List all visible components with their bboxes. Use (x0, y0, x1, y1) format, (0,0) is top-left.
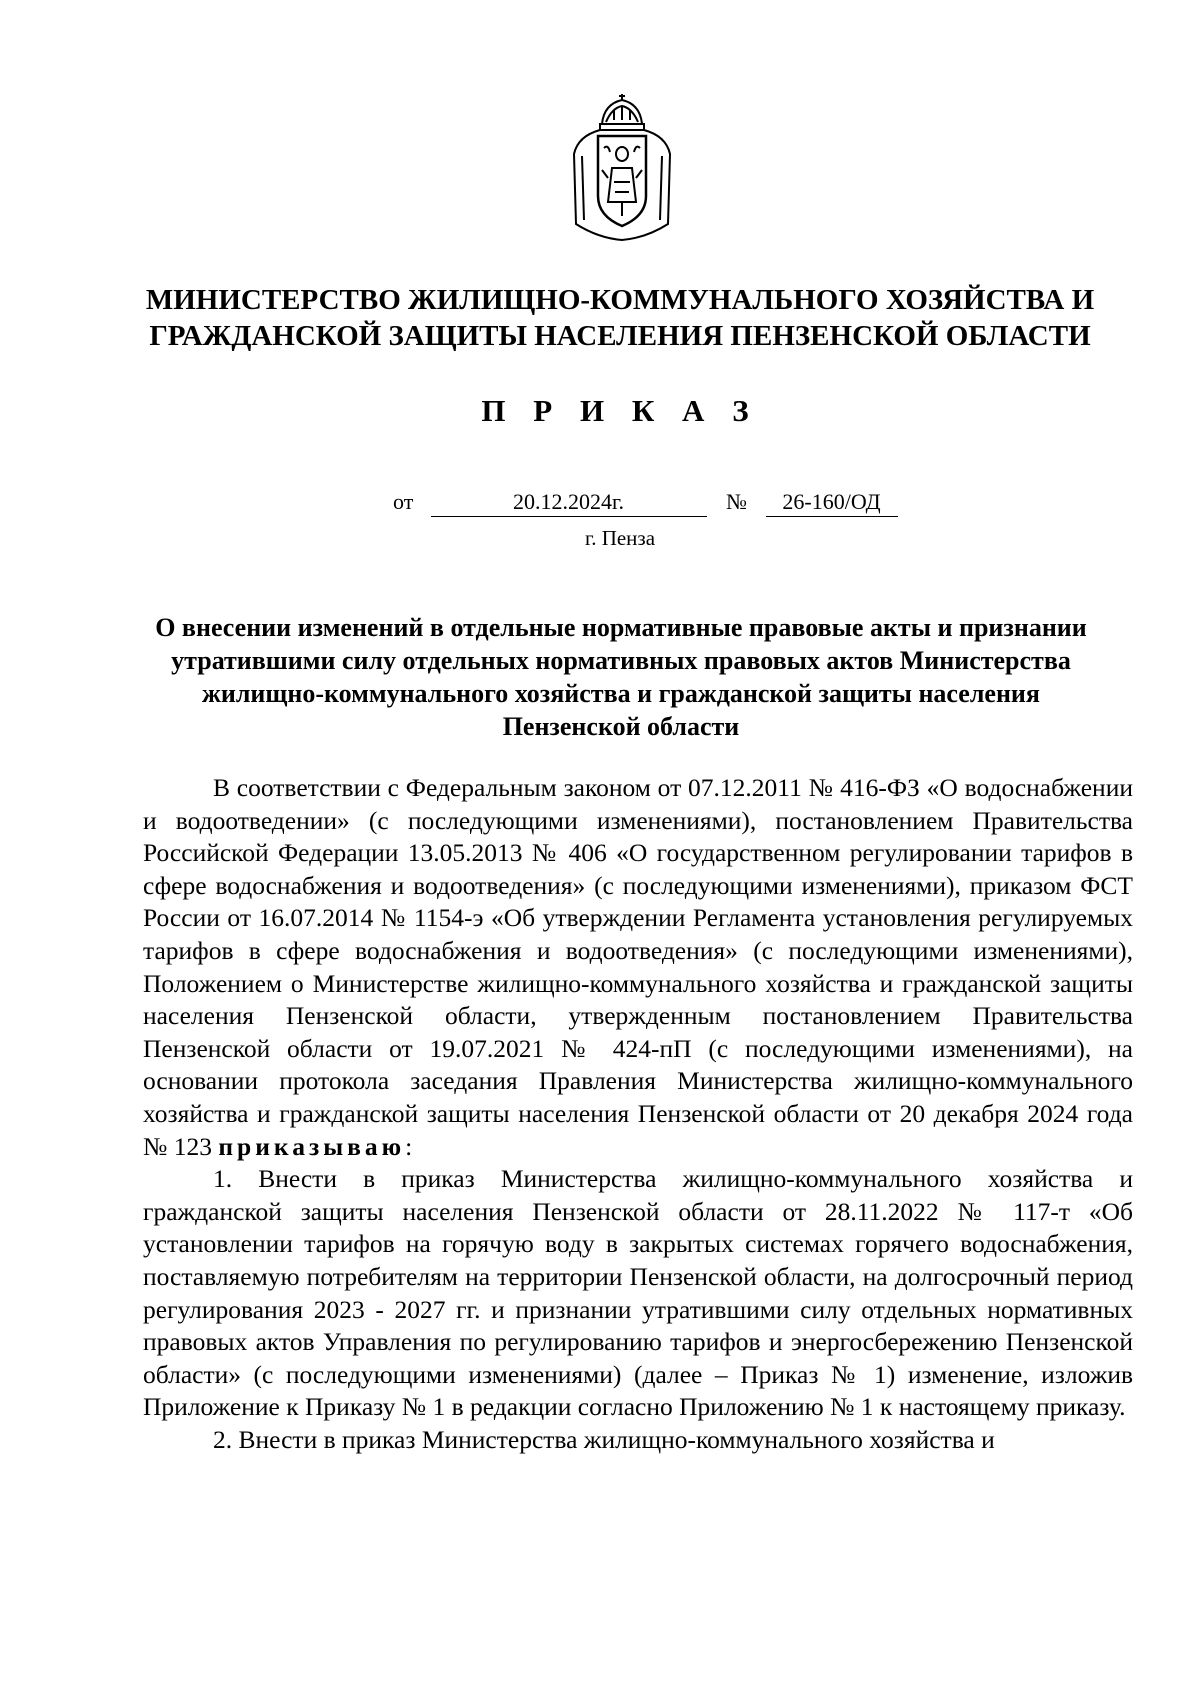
document-date: 20.12.2024г. (431, 488, 707, 517)
item-2-paragraph: 2. Внести в приказ Министерства жилищно-коммунального хозяйства и (213, 1424, 995, 1454)
order-colon: : (405, 1131, 413, 1161)
preamble-text: В соответствии с Федеральным законом от 07.12.2011 № 416-ФЗ «О водоснабжении и водоотведении» (с последующими изменениями), постановлением Правительства Российской Федерации 13.05.2013 № 406 «О государственном регулировании тарифов в сфере водоснабжения и водоотведения» (с последующими изменениями), приказом ФСТ России от 16.07.2014 № 1154-э «Об утверждении Регламента установления регулируемых тарифов в сфере водоснабжения и водоотведения» (с последующими изменениями), Положением о Министерстве жилищно-коммунального хозяйства и гражданской защиты населения Пензенской области, утвержденным постановлением Правительства Пензенской области от 19.07.2021 № 424-пП (с последующими изменениями), на основании протокола заседания Правления Министерства жилищно-коммунального хозяйства и гражданской защиты населения Пензенской области от 20 декабря 2024 года № 123 (143, 773, 1133, 1161)
order-word: приказываю (218, 1131, 406, 1161)
item-1-paragraph: 1. Внести в приказ Министерства жилищно-коммунального хозяйства и гражданской защиты населения Пензенской области от 28.11.2022 № 117-т «Об установлении тарифов на горячую воду в закрытых системах горячего водоснабжения, поставляемую потребителям на территории Пензенской области, на долгосрочный период регулирования 2023 - 2027 гг. и признании утратившими силу отдельных нормативных правовых актов Управления по регулированию тарифов и энергосбережению Пензенской области» (с последующими изменениями) (далее – Приказ № 1) изменение, изложив Приложение к Приказу № 1 в редакции согласно Приложению № 1 к настоящему приказу. (143, 1164, 1133, 1422)
number-prefix: № (726, 489, 747, 514)
document-type-title: П Р И К А З (481, 393, 759, 428)
city-name: г. Пенза (584, 526, 656, 550)
ministry-name: МИНИСТЕРСТВО ЖИЛИЩНО-КОММУНАЛЬНОГО ХОЗЯЙСТВА И ГРАЖДАНСКОЙ ЗАЩИТЫ НАСЕЛЕНИЯ ПЕНЗЕНСКОЙ ОБЛАСТИ (145, 284, 1095, 352)
document-subject: О внесении изменений в отдельные нормативные правовые акты и признании утратившими силу отдельных нормативных правовых актов Министерства жилищно-коммунального хозяйства и гражданской защиты населения Пензенской области (155, 613, 1087, 741)
preamble-paragraph (143, 772, 1133, 1163)
date-prefix: от (393, 489, 414, 514)
document-number: 26-160/ОД (766, 488, 898, 517)
coat-of-arms-emblem-icon (568, 92, 676, 242)
document-body (143, 772, 1133, 1456)
date-number-line (393, 488, 898, 517)
